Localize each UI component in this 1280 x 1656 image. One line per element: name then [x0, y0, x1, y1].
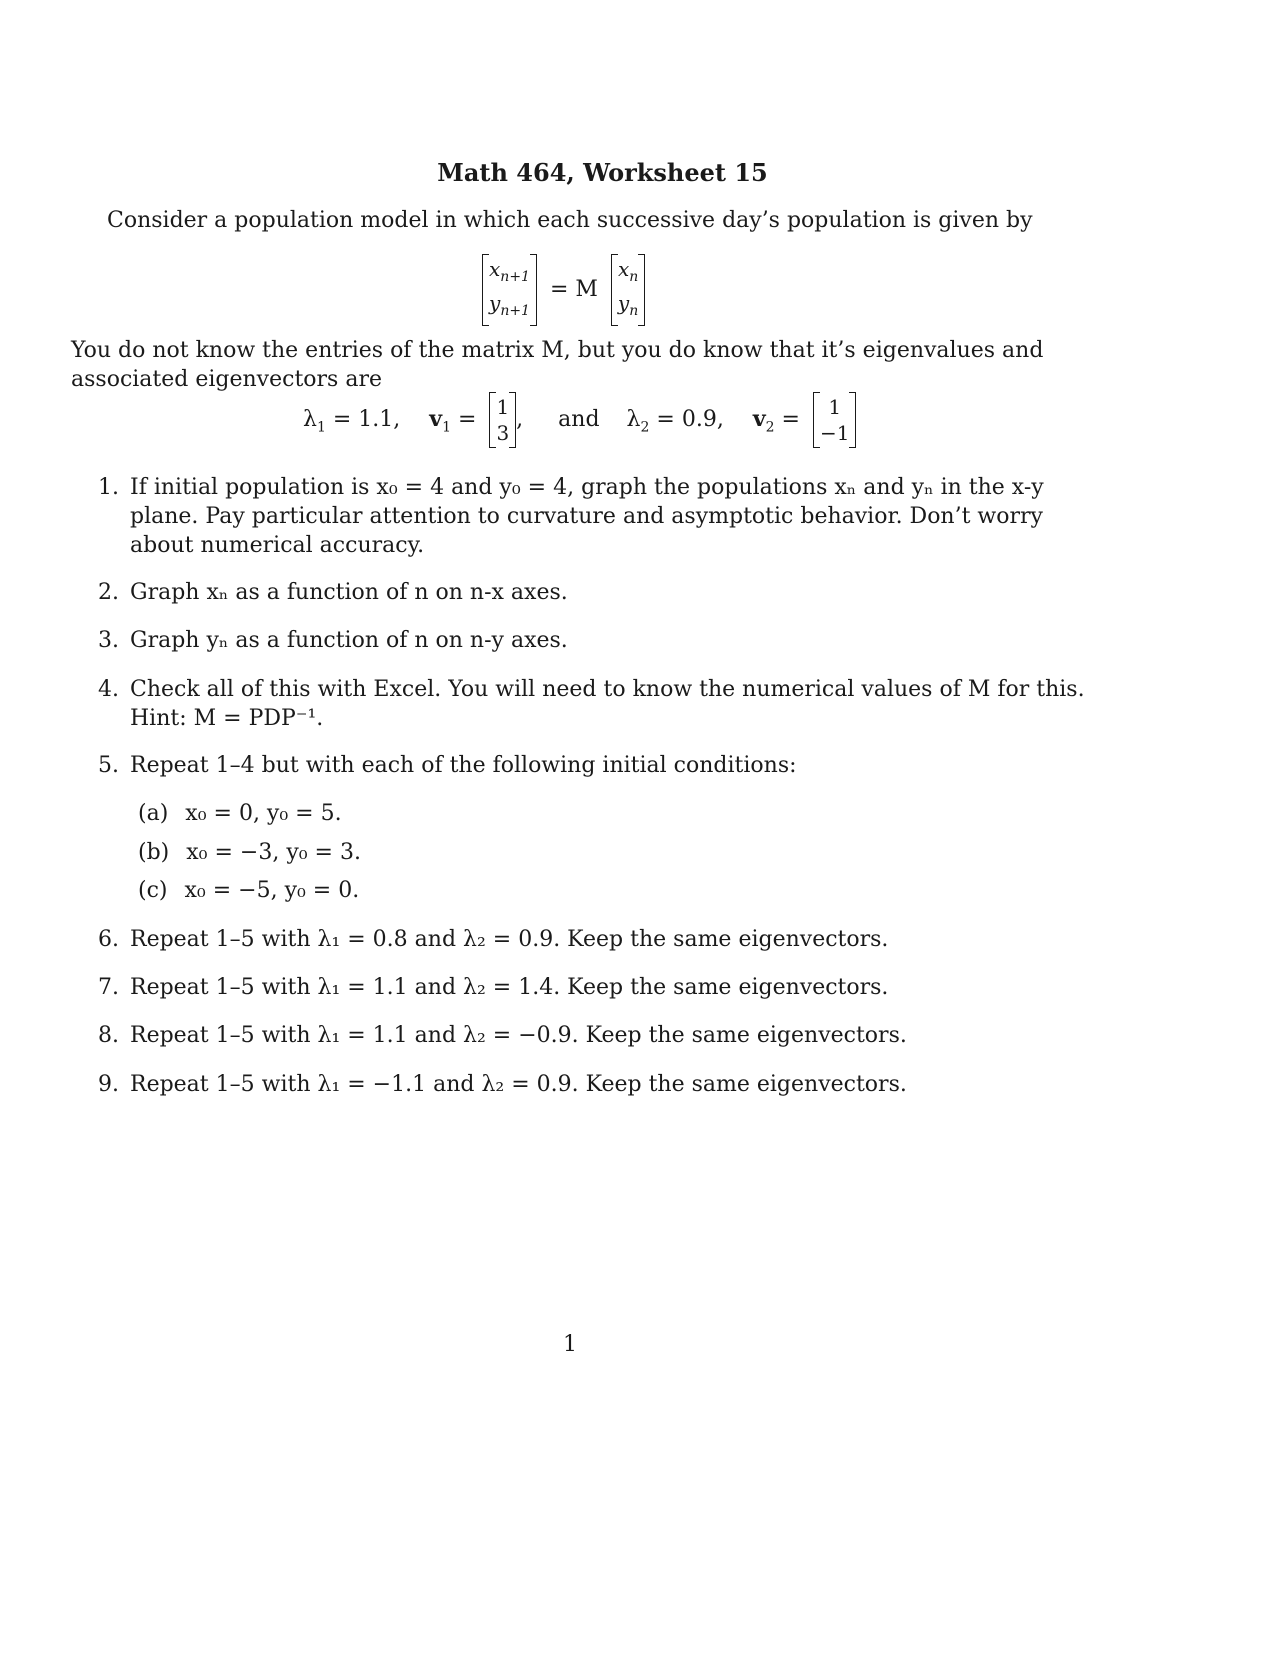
item-number: 1.: [98, 475, 119, 500]
list-item: [98, 1070, 1098, 1099]
sub-item-label: (b): [138, 840, 170, 865]
item-text: Repeat 1–5 with λ₁ = 0.8 and λ₂ = 0.9. Keep the same eigenvectors.: [130, 927, 889, 952]
v1-equals: =: [451, 407, 477, 432]
lambda1-sub: 1: [316, 419, 326, 436]
sub-item: [138, 876, 359, 905]
list-item: [98, 578, 1098, 607]
rhs-vector: [611, 254, 645, 326]
v2-top: 1: [828, 395, 842, 419]
item-text: Repeat 1–4 but with each of the following initial conditions:: [130, 753, 797, 778]
item-number: 4.: [98, 677, 119, 702]
sub-item-label: (c): [138, 878, 168, 903]
and-word: and: [558, 407, 600, 432]
sub-item-label: (a): [138, 801, 169, 826]
lhs-bottom: y: [489, 291, 501, 315]
item-number: 5.: [98, 753, 119, 778]
v1-comma: ,: [516, 407, 524, 432]
item-text: If initial population is x₀ = 4 and y₀ = 4, graph the populations xₙ and yₙ in the x-y plane. Pay particular attention to curvature and asymptotic behavior. Don’t worry about numerical accuracy.: [130, 475, 1044, 558]
lhs-top-sub: n+1: [500, 269, 530, 285]
list-item: [98, 925, 1098, 954]
equals-m: = M: [549, 277, 598, 302]
sub-item: [138, 838, 361, 867]
item-number: 6.: [98, 927, 119, 952]
rhs-top: x: [617, 257, 630, 281]
v2-equals: =: [774, 407, 800, 432]
lhs-vector: [482, 254, 537, 326]
item-number: 7.: [98, 975, 119, 1000]
lambda2-symbol: λ: [626, 407, 641, 432]
lambda1-symbol: λ: [303, 407, 317, 432]
list-item: [98, 751, 1098, 780]
v1-sub: 1: [442, 419, 451, 436]
page-title: Math 464, Worksheet 15: [437, 158, 768, 187]
rhs-top-sub: n: [629, 269, 639, 285]
rhs-bottom: y: [617, 291, 630, 315]
item-text: Check all of this with Excel. You will need to know the numerical values of M for this. Hint: M = PDP⁻¹.: [130, 677, 1085, 731]
v1-symbol: v: [429, 406, 443, 432]
lambda2-sub: 2: [640, 419, 650, 436]
v2-sub: 2: [765, 419, 775, 436]
sub-item: [138, 799, 342, 828]
v2-vector: [813, 392, 856, 448]
eigen-paragraph: You do not know the entries of the matrix M, but you do know that it’s eigenvalues and associated eigenvectors are: [71, 338, 1044, 392]
item-text: Repeat 1–5 with λ₁ = 1.1 and λ₂ = −0.9. Keep the same eigenvectors.: [130, 1023, 907, 1048]
v2-symbol: v: [752, 406, 766, 432]
lambda1-value: = 1.1,: [325, 407, 401, 432]
item-number: 8.: [98, 1023, 119, 1048]
item-text: Repeat 1–5 with λ₁ = 1.1 and λ₂ = 1.4. Keep the same eigenvectors.: [130, 975, 889, 1000]
list-item: [98, 973, 1098, 1002]
rhs-bottom-sub: n: [629, 303, 639, 319]
item-number: 2.: [98, 580, 119, 605]
v1-vector: [489, 392, 516, 448]
page-number: 1: [563, 1332, 577, 1357]
item-text: Repeat 1–5 with λ₁ = −1.1 and λ₂ = 0.9. Keep the same eigenvectors.: [130, 1072, 907, 1097]
list-item: [98, 1021, 1098, 1050]
eigen-equation: [303, 392, 856, 448]
item-number: 3.: [98, 628, 119, 653]
list-item: [98, 473, 1098, 560]
lhs-top: x: [489, 257, 501, 281]
v1-top: 1: [496, 395, 510, 419]
lambda2-value: = 0.9,: [649, 407, 724, 432]
list-item: [98, 675, 1098, 733]
v2-bottom: −1: [819, 421, 850, 445]
sub-item-text: x₀ = 0, y₀ = 5.: [185, 801, 342, 826]
recurrence-equation: [482, 254, 645, 326]
item-text: Graph yₙ as a function of n on n-y axes.: [130, 628, 568, 653]
v1-bottom: 3: [496, 421, 510, 445]
intro-paragraph: Consider a population model in which each successive day’s population is given by: [107, 208, 1033, 233]
item-text: Graph xₙ as a function of n on n-x axes.: [130, 580, 568, 605]
item-number: 9.: [98, 1072, 119, 1097]
list-item: [98, 626, 1098, 655]
sub-item-text: x₀ = −5, y₀ = 0.: [184, 878, 360, 903]
lhs-bottom-sub: n+1: [500, 303, 530, 319]
sub-item-text: x₀ = −3, y₀ = 3.: [186, 840, 361, 865]
